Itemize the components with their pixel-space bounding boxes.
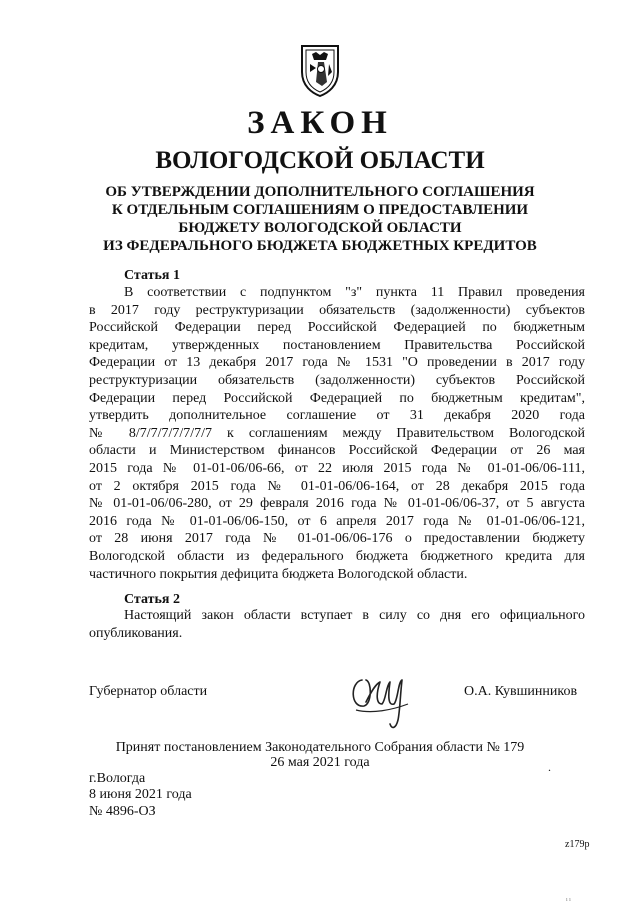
text-line: Настоящий закон области вступает в силу со дня его официального bbox=[124, 608, 585, 623]
document-code: z179p bbox=[565, 839, 590, 850]
governor-title: Губернатор области bbox=[89, 684, 208, 699]
law-number: № 4896-ОЗ bbox=[89, 804, 156, 819]
subtitle-line: ИЗ ФЕДЕРАЛЬНОГО БЮДЖЕТА БЮДЖЕТНЫХ КРЕДИТОВ bbox=[103, 238, 537, 254]
article-2-title: Статья 2 bbox=[124, 592, 180, 607]
text-line: В соответствии с подпунктом "з" пункта 11 Правил проведения bbox=[124, 285, 585, 300]
city: г.Вологда bbox=[89, 771, 146, 786]
article-1-title: Статья 1 bbox=[124, 268, 180, 283]
adoption-date: 26 мая 2021 года bbox=[270, 755, 370, 770]
subtitle-line: ОБ УТВЕРЖДЕНИИ ДОПОЛНИТЕЛЬНОГО СОГЛАШЕНИЯ bbox=[105, 184, 535, 200]
text-line: Российской Федерации перед Российской Федерацией по бюджетным bbox=[89, 320, 585, 336]
region-title: ВОЛОГОДСКОЙ ОБЛАСТИ bbox=[155, 147, 485, 174]
coat-of-arms-emblem bbox=[298, 42, 342, 98]
text-line: № 01-01-06/06-280, от 29 февраля 2016 года № 01-01-06/06-37, от 5 августа bbox=[89, 496, 585, 512]
page-mark: ı ı bbox=[566, 897, 571, 903]
law-title: ЗАКОН bbox=[247, 105, 393, 141]
text-line: в 2017 году реструктуризации обязательств (задолженности) субъектов bbox=[89, 302, 585, 318]
article-1-text bbox=[89, 284, 585, 583]
text-line: № 8/7/7/7/7/7/7/7 к соглашениям между Правительством Вологодской bbox=[89, 425, 585, 441]
text-line: от 2 октября 2015 года № 01-01-06/06-164, от 28 декабря 2015 года bbox=[89, 478, 585, 494]
text-line: Федерации перед Российской Федерацией по бюджетным кредитам", bbox=[89, 390, 585, 406]
text-line: 2015 года № 01-01-06/06-66, от 22 июля 2015 года № 01-01-06/06-111, bbox=[89, 460, 585, 476]
text-line: опубликования. bbox=[89, 625, 183, 641]
text-line: частичного покрытия дефицита бюджета Вологодской области. bbox=[89, 566, 468, 582]
handwritten-signature bbox=[342, 660, 418, 732]
text-line: от 28 июня 2017 года № 01-01-06/06-176 о предоставлении бюджету bbox=[89, 531, 585, 547]
adoption-text: Принят постановлением Законодательного Собрания области № 179 bbox=[115, 740, 525, 755]
text-line: Вологодской области из федерального бюджета бюджетного кредита для bbox=[89, 548, 585, 564]
text-line: Федерации от 13 декабря 2017 года № 1531 "О проведении в 2017 году bbox=[89, 355, 585, 371]
text-line: кредитам, утвержденных постановлением Правительства Российской bbox=[89, 337, 585, 353]
text-line: области и Министерством финансов Российской Федерации от 26 мая bbox=[89, 443, 585, 459]
signing-date: 8 июня 2021 года bbox=[89, 787, 192, 802]
governor-name: О.А. Кувшинников bbox=[464, 684, 578, 699]
article-2-text bbox=[89, 607, 585, 642]
text-line: реструктуризации обязательств (задолженности) субъектов Российской bbox=[89, 372, 585, 388]
text-line: утвердить дополнительное соглашение от 31 декабря 2020 года bbox=[89, 408, 585, 424]
subtitle-line: К ОТДЕЛЬНЫМ СОГЛАШЕНИЯМ О ПРЕДОСТАВЛЕНИИ bbox=[111, 202, 529, 218]
stray-mark: . bbox=[548, 760, 551, 774]
subtitle-line: БЮДЖЕТУ ВОЛОГОДСКОЙ ОБЛАСТИ bbox=[178, 220, 462, 236]
text-line: 2016 года № 01-01-06/06-150, от 6 апреля 2017 года № 01-01-06/06-121, bbox=[89, 513, 585, 529]
law-subtitle bbox=[0, 183, 640, 255]
